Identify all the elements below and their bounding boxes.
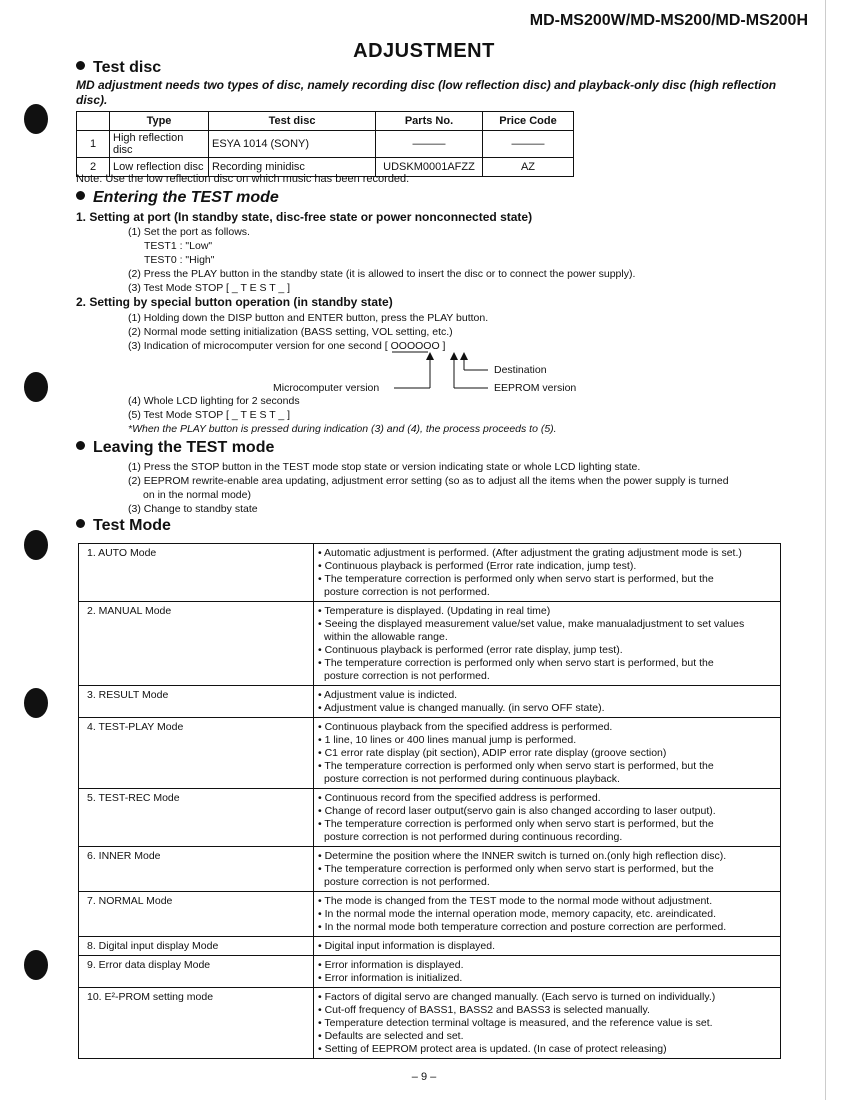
mode-name: 8. Digital input display Mode (79, 937, 314, 956)
description-line: • Error information is displayed. (318, 959, 464, 971)
section-test-disc: Test disc (76, 59, 161, 77)
description-line: • Temperature detection terminal voltage is measured, and the reference value is set. (318, 1017, 713, 1029)
step-line: TEST0 : "High" (144, 254, 215, 266)
description-line: • Digital input information is displayed. (318, 940, 496, 952)
mode-description (314, 686, 781, 718)
description-line: • The temperature correction is performed only when servo start is performed, but the (318, 657, 714, 669)
description-line: • C1 error rate display (pit section), ADIP error rate display (groove section) (318, 747, 667, 759)
description-line: • Automatic adjustment is performed. (After adjustment the grating adjustment mode is set.) (318, 547, 742, 559)
eeprom-version-label: EEPROM version (494, 382, 577, 394)
description-line: • Factors of digital servo are changed manually. (Each servo is turned on individually.) (318, 991, 716, 1003)
mode-name: 4. TEST-PLAY Mode (79, 718, 314, 789)
page-edge-line (825, 0, 826, 1100)
table-row (79, 602, 781, 686)
description-line: • Setting of EEPROM protect area is updated. (In case of protect releasing) (318, 1043, 667, 1055)
page-title: ADJUSTMENT (353, 40, 495, 62)
description-line: • Defaults are selected and set. (318, 1030, 464, 1042)
page-number: – 9 – (411, 1071, 437, 1083)
section-test-mode: Test Mode (76, 517, 171, 535)
description-line: within the allowable range. (324, 631, 448, 643)
test-mode-table (78, 543, 781, 1059)
table-row (79, 937, 781, 956)
mode-description (314, 789, 781, 847)
bullet-icon (76, 191, 85, 200)
step-line: TEST1 : "Low" (144, 240, 213, 252)
table-header-row: Type Test disc Parts No. Price Code (77, 112, 574, 131)
step-line: (3) Test Mode STOP [ _ T E S T _ ] (128, 282, 291, 294)
version-pointer-diagram (380, 350, 500, 392)
step-line: (2) Press the PLAY button in the standby state (it is allowed to insert the disc or to connect the power supply). (128, 268, 636, 280)
mode-name: 1. AUTO Mode (79, 544, 314, 602)
mode-name: 7. NORMAL Mode (79, 892, 314, 937)
binder-hole (24, 372, 48, 402)
table-row (79, 892, 781, 937)
description-line: • Continuous playback from the specified address is performed. (318, 721, 613, 733)
description-line: • Determine the position where the INNER switch is turned on.(only high reflection disc). (318, 850, 727, 862)
mode-name: 9. Error data display Mode (79, 956, 314, 988)
model-header: MD-MS200W/MD-MS200/MD-MS200H (529, 12, 808, 29)
special-button-title: 2. Setting by special button operation (in standby state) (76, 295, 393, 309)
binder-hole (24, 530, 48, 560)
description-line: posture correction is not performed. (324, 586, 490, 598)
mode-description (314, 892, 781, 937)
step-line: (3) Indication of microcomputer version for one second [ OOOOOO ] (128, 340, 446, 352)
bullet-icon (76, 519, 85, 528)
description-line: • Adjustment value is changed manually. (in servo OFF state). (318, 702, 605, 714)
description-line: posture correction is not performed during continuous playback. (324, 773, 620, 785)
step-line: (1) Holding down the DISP button and ENTER button, press the PLAY button. (128, 312, 489, 324)
description-line: • The temperature correction is performed only when servo start is performed, but the (318, 818, 714, 830)
mode-description (314, 937, 781, 956)
binder-hole (24, 688, 48, 718)
binder-hole (24, 104, 48, 134)
table-row (79, 686, 781, 718)
table-row (79, 847, 781, 892)
mode-name: 2. MANUAL Mode (79, 602, 314, 686)
step-line: (1) Set the port as follows. (128, 226, 250, 238)
description-line: posture correction is not performed. (324, 876, 490, 888)
description-line: • Cut-off frequency of BASS1, BASS2 and BASS3 is selected manually. (318, 1004, 650, 1016)
table-row (79, 988, 781, 1059)
table-row (79, 956, 781, 988)
description-line: • Change of record laser output(servo gain is also changed according to laser output). (318, 805, 716, 817)
mode-name: 5. TEST-REC Mode (79, 789, 314, 847)
description-line: • The mode is changed from the TEST mode to the normal mode without adjustment. (318, 895, 713, 907)
mode-description (314, 544, 781, 602)
description-line: posture correction is not performed during continuous recording. (324, 831, 623, 843)
mode-description (314, 847, 781, 892)
description-line: • The temperature correction is performed only when servo start is performed, but the (318, 573, 714, 585)
step-line: (2) Normal mode setting initialization (BASS setting, VOL setting, etc.) (128, 326, 453, 338)
description-line: • Temperature is displayed. (Updating in real time) (318, 605, 551, 617)
test-disc-table (76, 111, 574, 177)
test-disc-note: Note: Use the low reflection disc on which music has been recorded. (76, 173, 410, 185)
test-disc-intro: MD adjustment needs two types of disc, namely recording disc (low reflection disc) and playback-only disc (high reflection disc). (76, 78, 777, 107)
table-row (79, 544, 781, 602)
description-line: • In the normal mode both temperature correction and posture correction are performed. (318, 921, 727, 933)
mode-name: 6. INNER Mode (79, 847, 314, 892)
step-line: (4) Whole LCD lighting for 2 seconds (128, 395, 300, 407)
description-line: • Continuous record from the specified address is performed. (318, 792, 601, 804)
table-row: 2 Low reflection disc Recording minidisc UDSKM0001AFZZ AZ (77, 158, 574, 177)
microcomputer-version-label: Microcomputer version (273, 382, 380, 394)
step-line: (3) Change to standby state (128, 503, 258, 515)
mode-description (314, 718, 781, 789)
description-line: • Continuous playback is performed (error rate display, jump test). (318, 644, 623, 656)
description-line: • 1 line, 10 lines or 400 lines manual jump is performed. (318, 734, 577, 746)
bullet-icon (76, 441, 85, 450)
description-line: • Seeing the displayed measurement value/set value, make manualadjustment to set values (318, 618, 745, 630)
bullet-icon (76, 61, 85, 70)
description-line: • The temperature correction is performed only when servo start is performed, but the (318, 760, 714, 772)
description-line: • Error information is initialized. (318, 972, 463, 984)
table-row (79, 718, 781, 789)
mode-name: 3. RESULT Mode (79, 686, 314, 718)
step-line: (1) Press the STOP button in the TEST mode stop state or version indicating state or whole LCD lighting state. (128, 461, 641, 473)
destination-label: Destination (494, 364, 547, 376)
step-line: on in the normal mode) (143, 489, 251, 501)
section-leaving-test-mode: Leaving the TEST mode (76, 439, 274, 457)
setting-at-port-title: 1. Setting at port (In standby state, disc-free state or power nonconnected state) (76, 210, 533, 224)
mode-description (314, 602, 781, 686)
mode-description (314, 988, 781, 1059)
table-row (79, 789, 781, 847)
description-line: • The temperature correction is performed only when servo start is performed, but the (318, 863, 714, 875)
play-note: *When the PLAY button is pressed during indication (3) and (4), the process proceeds to (5). (128, 423, 557, 435)
description-line: • Adjustment value is indicted. (318, 689, 458, 701)
description-line: • Continuous playback is performed (Error rate indication, jump test). (318, 560, 637, 572)
section-entering-test-mode: Entering the TEST mode (76, 189, 279, 207)
step-line: (5) Test Mode STOP [ _ T E S T _ ] (128, 409, 291, 421)
description-line: posture correction is not performed. (324, 670, 490, 682)
mode-name: 10. E²-PROM setting mode (79, 988, 314, 1059)
table-row: 1 High reflection disc ESYA 1014 (SONY) ——— ——— (77, 131, 574, 158)
mode-description (314, 956, 781, 988)
description-line: • In the normal mode the internal operation mode, memory capacity, etc. areindicated. (318, 908, 717, 920)
binder-hole (24, 950, 48, 980)
step-line: (2) EEPROM rewrite-enable area updating, adjustment error setting (so as to adjust all the items when the power supply is turned (128, 475, 729, 487)
